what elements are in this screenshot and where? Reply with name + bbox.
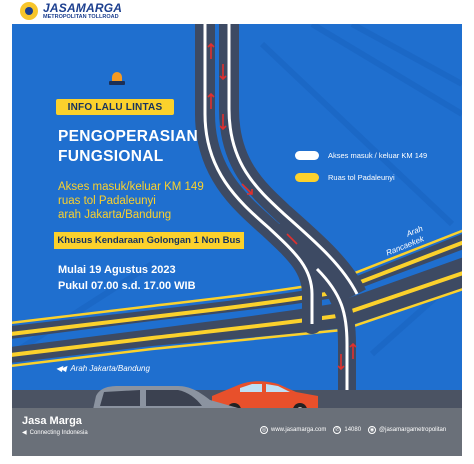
legend-item-access (295, 144, 427, 166)
title-line-1: PENGOPERASIAN (58, 128, 198, 145)
access-ramp (205, 24, 357, 408)
phone-icon: ✆ (335, 426, 340, 433)
jasamarga-logo-icon (20, 2, 38, 20)
footer-brand (22, 416, 88, 436)
legend-item-toll (295, 166, 427, 188)
double-left-arrow-icon: ◀◀ (56, 364, 65, 373)
page-title (58, 127, 198, 167)
brand-subtitle: METROPOLITAN TOLLROAD (43, 13, 119, 20)
legend-label: Akses masuk / keluar KM 149 (328, 150, 428, 160)
footer-tagline: ◀ Connecting Indonesia (22, 430, 88, 436)
website-link[interactable]: ◎ www.jasamarga.com (261, 426, 327, 433)
route-line-2: ruas tol Padaleunyi (58, 195, 156, 207)
phone-link[interactable]: ✆ 14080 (335, 426, 362, 433)
route-line-1: Akses masuk/keluar KM 149 (58, 181, 204, 193)
title-line-2: FUNGSIONAL (58, 148, 164, 165)
footer (12, 408, 462, 456)
siren-icon (109, 72, 125, 86)
contact-info (260, 426, 446, 434)
brand-logo[interactable] (20, 0, 122, 22)
vehicle-category-banner: Khusus Kendaraan Golongan 1 Non Bus (54, 232, 244, 249)
route-description (58, 180, 204, 222)
info-badge: INFO LALU LINTAS (56, 99, 174, 115)
direction-rancaekek: Arah Rancaekek (384, 223, 426, 258)
brand-name: JASAMARGA (43, 0, 123, 15)
white-road-swatch-icon (295, 151, 319, 160)
instagram-link[interactable]: ◉ @jasamargametropolitan (369, 426, 447, 433)
direction-jakarta: ◀◀ Arah Jakarta/Bandung (56, 364, 150, 373)
footer-brand-name: Jasa Marga (22, 415, 82, 427)
schedule-start: Mulai 19 Agustus 2023 (58, 264, 176, 276)
route-line-3: arah Jakarta/Bandung (58, 209, 172, 221)
globe-icon: ◎ (261, 426, 267, 433)
schedule-hours: Pukul 07.00 s.d. 17.00 WIB (58, 280, 196, 292)
instagram-icon: ◉ (369, 426, 375, 433)
map-legend (295, 144, 427, 188)
yellow-road-swatch-icon (295, 173, 319, 182)
schedule (58, 262, 196, 294)
legend-label: Ruas tol Padaleunyi (328, 172, 395, 182)
connecting-arrow-icon: ◀ (22, 430, 27, 436)
info-panel (12, 24, 462, 408)
